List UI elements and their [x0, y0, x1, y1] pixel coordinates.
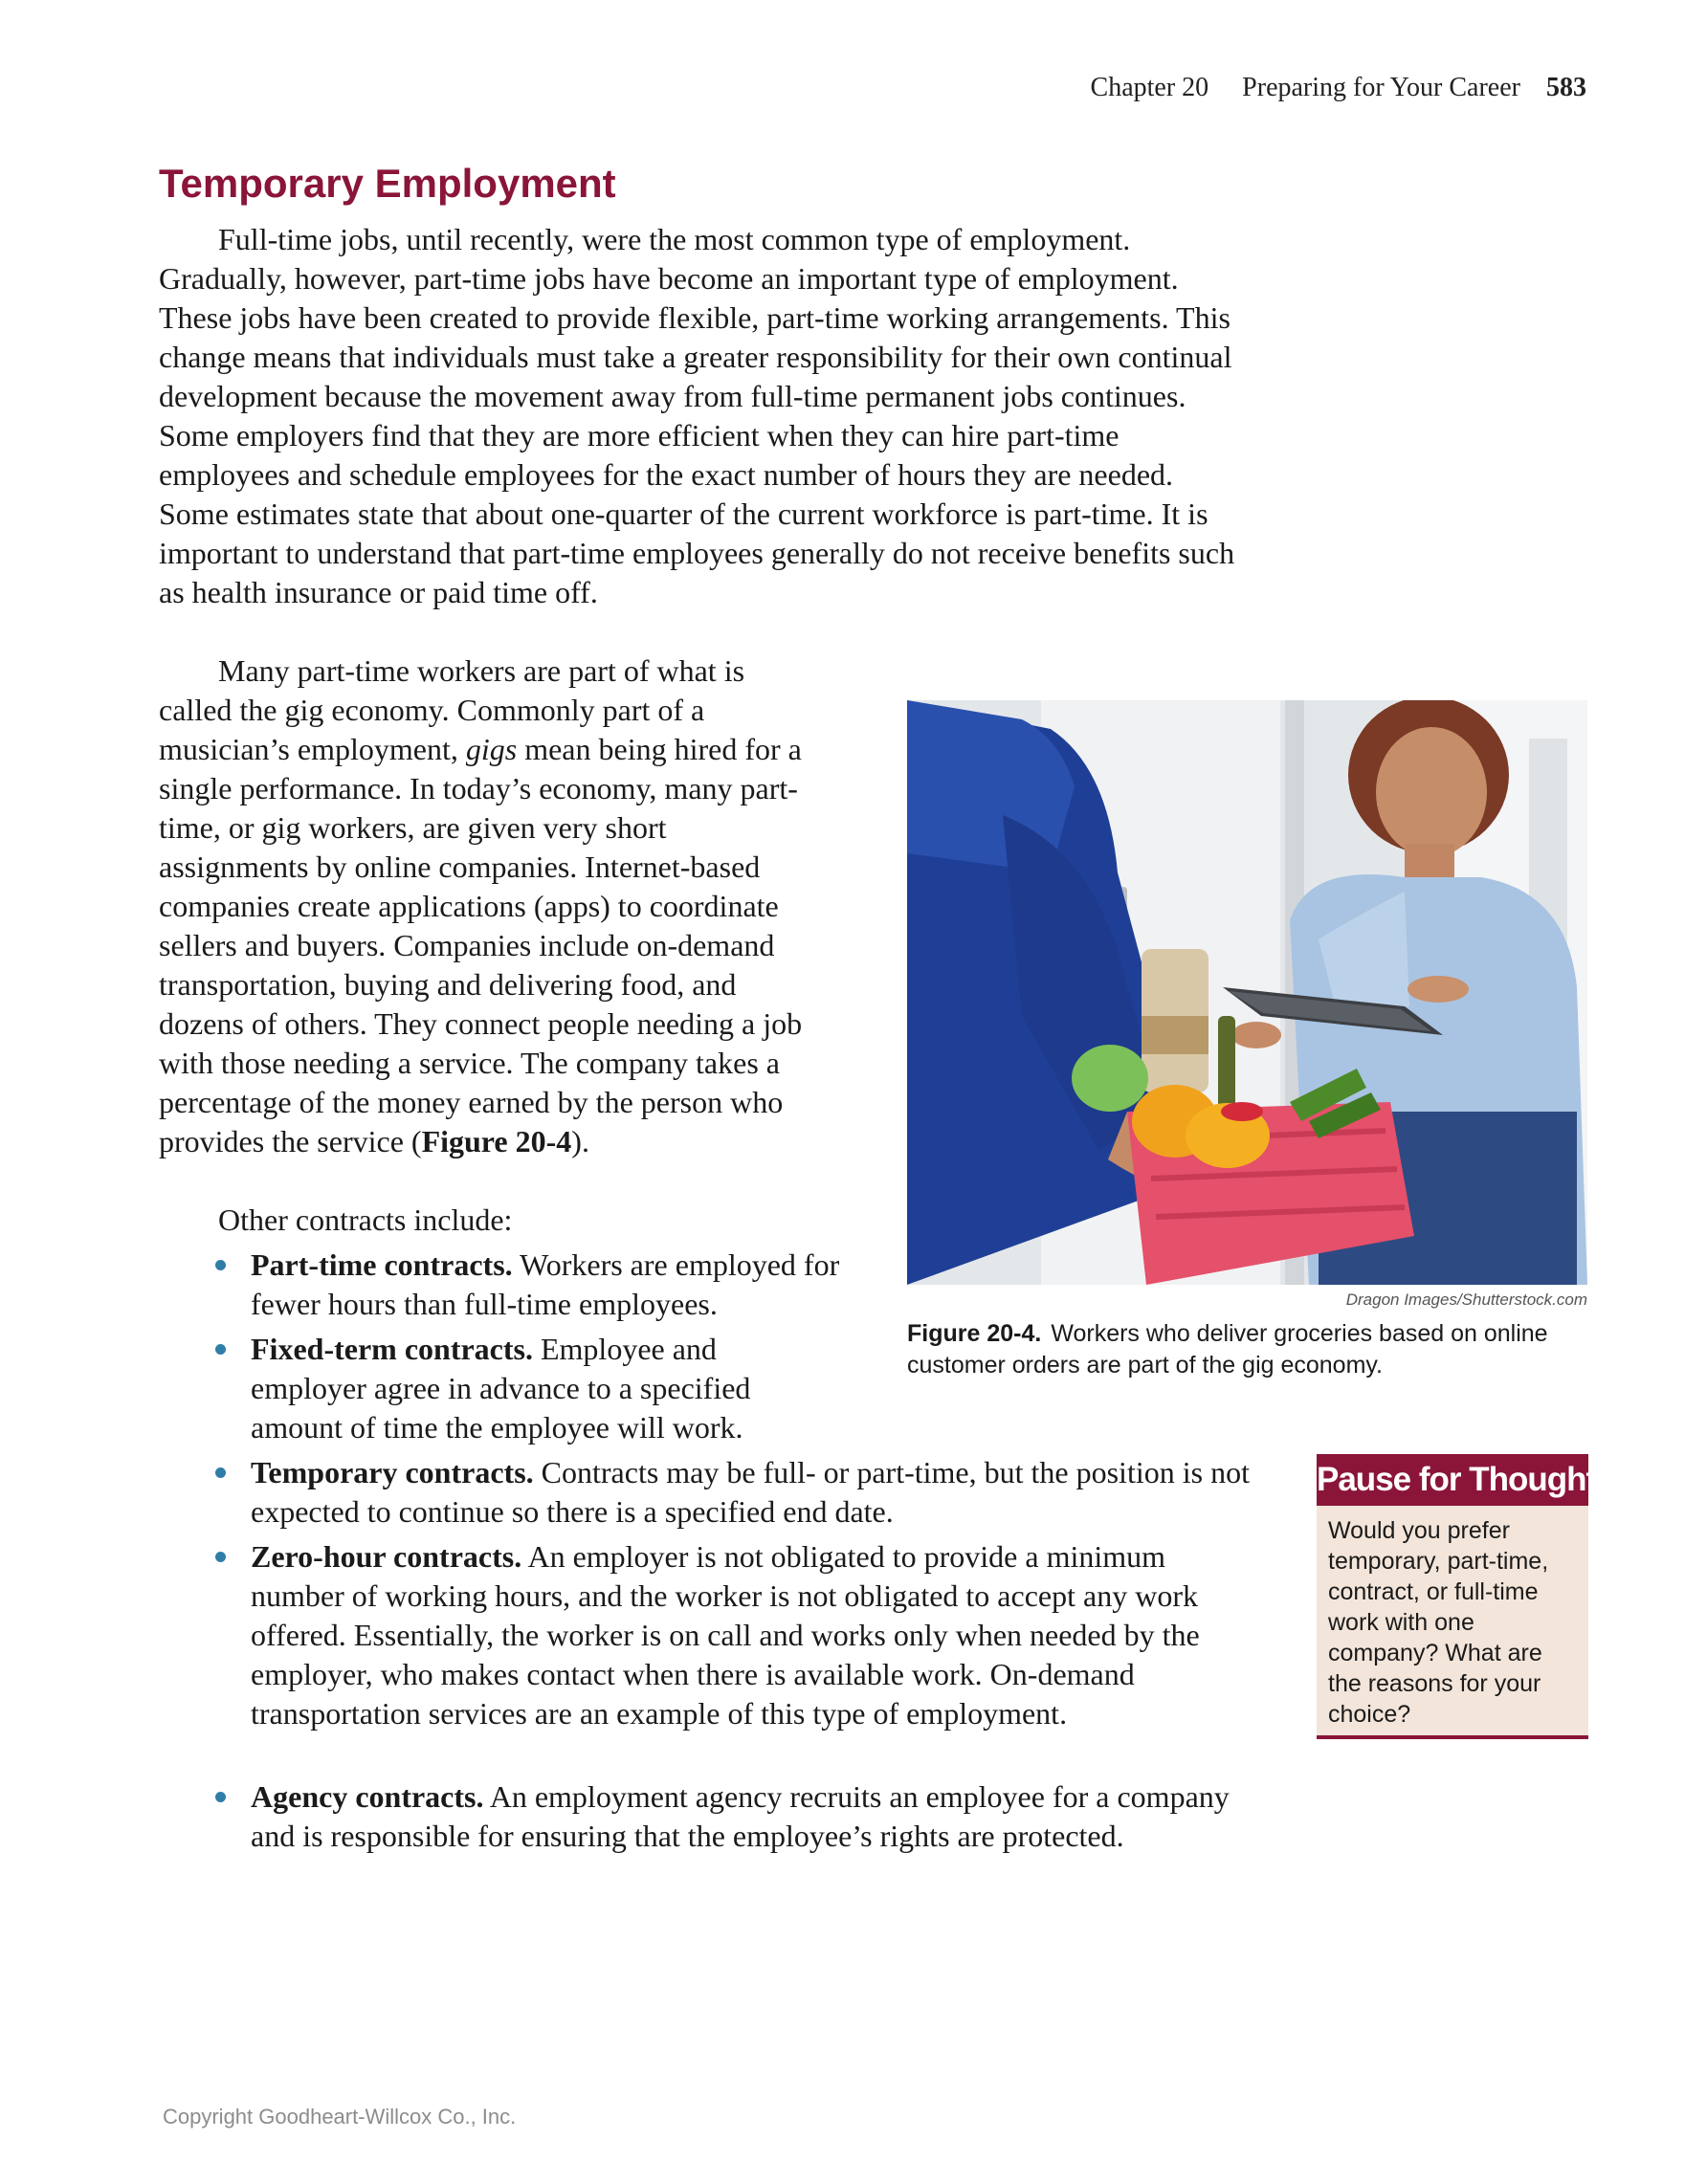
bullet-icon: [215, 1792, 226, 1802]
paragraph-text: mean being hired for a single performance. In today’s economy, many part-time, or gig workers, are given very short assignments by online companies. Internet-based companies create applications (apps) to coordinate sellers and buyers. Companies include on-demand transportation, buying and delivering food, and dozens of others. They connect people needing a job with those needing a service. The company takes a percentage of the money earned by the person who provides the service (: [159, 732, 803, 1158]
other-contracts-intro: Other contracts include:: [218, 1202, 513, 1237]
contract-description: An employer is not obligated to provide a minimum number of working hours, and the worker is not obligated to accept any work offered. Essentially, the worker is on call and works only when needed by the employer, who makes contact when there is available work. On-demand transportation services are an example of this type of employment.: [251, 1539, 1200, 1731]
chapter-title: Preparing for Your Career: [1242, 73, 1520, 102]
page-number: 583: [1546, 73, 1586, 102]
contract-description: An employment agency recruits an employee for a company and is responsible for ensuring that the employee’s rights are protected.: [251, 1779, 1230, 1853]
contract-term: Agency contracts.: [251, 1779, 484, 1814]
contract-term: Fixed-term contracts.: [251, 1332, 533, 1366]
contract-term: Part-time contracts.: [251, 1247, 513, 1282]
running-head: [1091, 73, 1586, 103]
figure-reference: Figure 20-4: [421, 1124, 572, 1158]
paragraph-gig-economy: [159, 651, 819, 1161]
figure-photo: [907, 700, 1587, 1285]
paragraph-text: ).: [571, 1124, 589, 1158]
contract-description: Employee and employer agree in advance to a specified amount of time the employee will work.: [251, 1332, 751, 1445]
photo-credit: Dragon Images/Shutterstock.com: [1345, 1291, 1587, 1309]
contract-description: Workers are employed for fewer hours than full-time employees.: [251, 1247, 840, 1321]
sidebar-title: Pause for Thought: [1317, 1454, 1588, 1506]
figure-label: Figure 20-4.: [907, 1320, 1042, 1347]
list-item: [251, 1453, 1265, 1532]
bullet-icon: [215, 1260, 226, 1270]
list-item: [251, 1246, 844, 1324]
bullet-icon: [215, 1344, 226, 1355]
list-item: [251, 1330, 825, 1447]
pause-for-thought-sidebar: [1317, 1454, 1597, 1739]
figure-caption: [907, 1318, 1587, 1381]
contract-term: Zero-hour contracts.: [251, 1539, 522, 1574]
grocery-delivery-illustration: [907, 700, 1587, 1285]
chapter-label: Chapter 20: [1090, 73, 1209, 102]
paragraph-text: Many part-time workers are part of what is called the gig economy. Commonly part of a musician’s employment,: [159, 653, 745, 766]
contract-description: Contracts may be full- or part-time, but the position is not expected to continue so there is a specified end date.: [251, 1455, 1250, 1529]
contract-term: Temporary contracts.: [251, 1455, 534, 1489]
section-heading: Temporary Employment: [159, 161, 616, 206]
copyright-notice: Copyright Goodheart-Willcox Co., Inc.: [163, 2105, 517, 2129]
sidebar-text: Would you prefer temporary, part-time, contract, or full-time work with one company? What are the reasons for your choice?: [1328, 1517, 1549, 1728]
italic-term: gigs: [465, 732, 518, 766]
bullet-icon: [215, 1552, 226, 1562]
list-item: [251, 1537, 1265, 1733]
bullet-icon: [215, 1467, 226, 1478]
figure-caption-text: Workers who deliver groceries based on online customer orders are part of the gig economy.: [907, 1320, 1548, 1379]
list-item: [251, 1777, 1265, 1856]
paragraph-intro: Full-time jobs, until recently, were the most common type of employment. Gradually, however, part-time jobs have become an important type of employment. These jobs have been created to provide flexible, part-time working arrangements. This change means that individuals must take a greater responsibility for their own continual development because the movement away from full-time permanent jobs continues. Some employers find that they are more efficient when they can hire part-time employees and schedule employees for the exact number of hours they are needed. Some estimates state that about one-quarter of the current workforce is part-time. It is important to understand that part-time employees generally do not receive benefits such as health insurance or paid time off.: [159, 222, 1235, 609]
